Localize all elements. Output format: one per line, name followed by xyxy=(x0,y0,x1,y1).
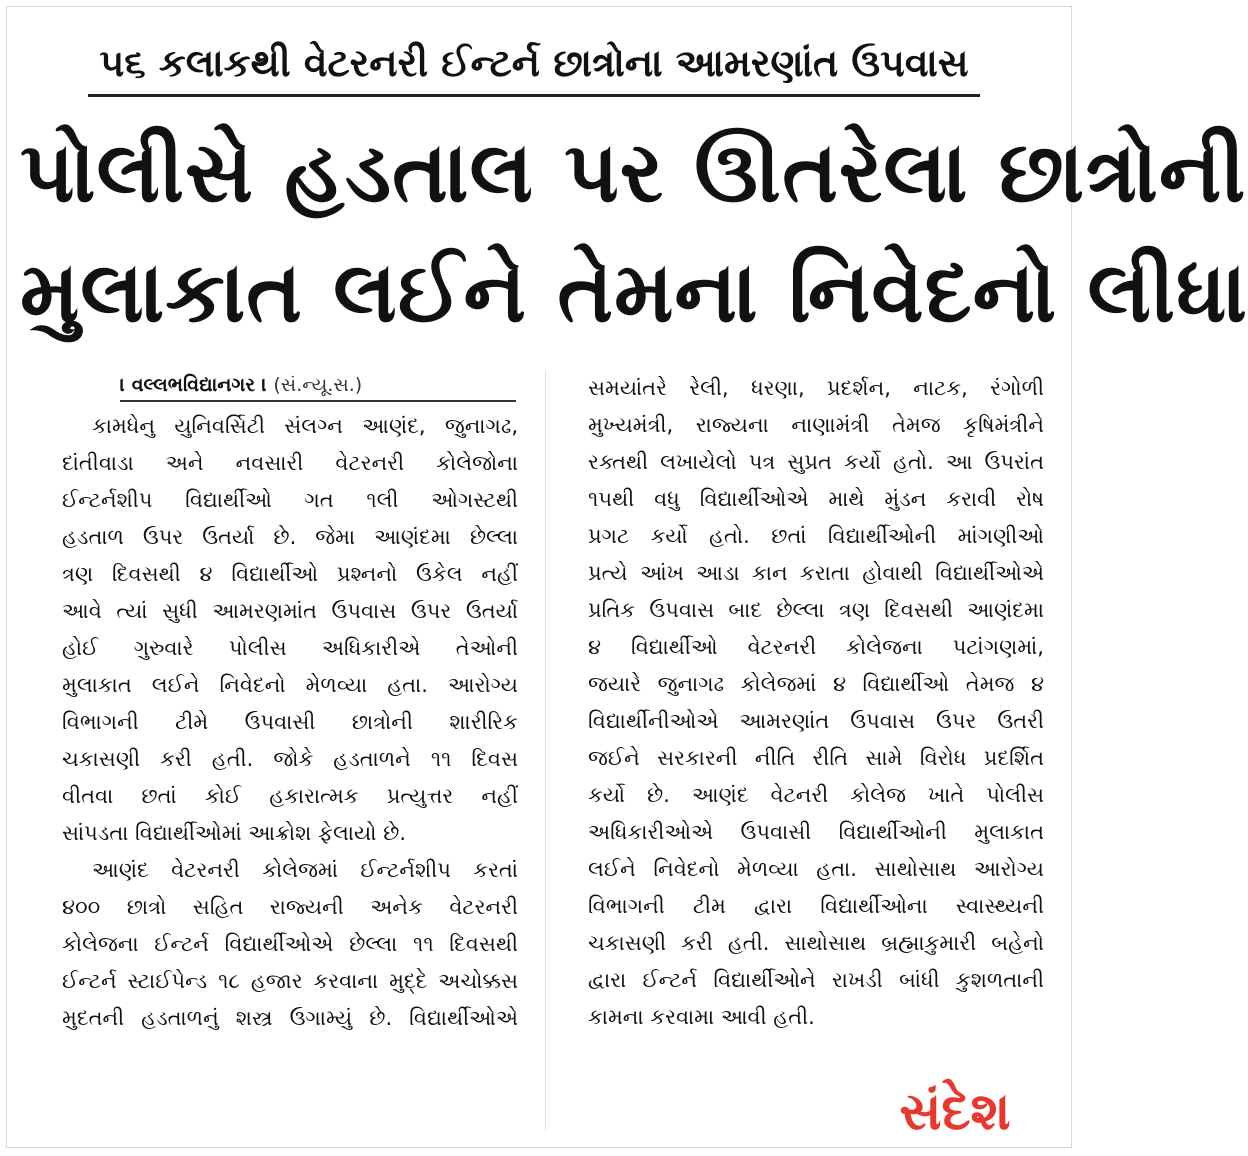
body-line: કામના કરવામા આવી હતી. xyxy=(588,1005,815,1029)
body-line: મુદતની હડતાળનું શસ્ત્ર ઉગામ્યું છે. વિદ્યાર્થીઓએ xyxy=(62,1006,518,1030)
body-line: વીતવા છતાં કોઈ હકારાત્મક પ્રત્યુત્તર નહીં xyxy=(62,784,518,808)
news-agency: (સં.ન્યૂ.સ.) xyxy=(273,374,363,396)
body-line: સમયાંતરે રેલી, ધરણા, પ્રદર્શન, નાટક, રંગોળી xyxy=(588,376,1044,400)
body-line: દાંતીવાડા અને નવસારી વેટરનરી કોલેજોના xyxy=(62,451,518,475)
body-line: કામધેનુ યુનિવર્સિટી સંલગ્ન આણંદ, જુનાગઢ, xyxy=(92,414,518,438)
body-line: વિભાગની ટીમે ઉપવાસી છાત્રોની શારીરિક xyxy=(62,710,518,734)
body-line: ૪ વિદ્યાર્થીઓ વેટરનરી કોલેજના પટાંગણમાં, xyxy=(588,635,1044,659)
body-line: અધિકારીઓએ ઉપવાસી વિદ્યાર્થીઓની મુલાકાત xyxy=(588,820,1044,844)
body-line: લઈને નિવેદનો મેળવ્યા હતા. સાથોસાથ આરોગ્ય xyxy=(588,857,1044,881)
headline-line-2: મુલાકાત લઈને તેમના નિવેદનો લીધા xyxy=(20,243,1248,341)
body-line: દ્વારા ઈન્ટર્ન વિદ્યાર્થીઓને રાખડી બાંધી કુશળતાની xyxy=(588,968,1044,992)
body-line: આણંદ વેટરનરી કોલેજમાં ઈન્ટર્નશીપ કરતાં xyxy=(92,858,518,882)
body-line: વિભાગની ટીમ દ્વારા વિદ્યાર્થીઓના સ્વાસ્થ્યની xyxy=(588,894,1044,918)
body-line: કોલેજના ઈન્ટર્ન વિદ્યાર્થીઓએ છેલ્લા ૧૧ દિવસથી xyxy=(62,932,518,956)
dateline-place: । વલ્લભવિદ્યાનગર । xyxy=(120,374,267,396)
body-line: પ્રગટ કર્યો હતો. છતાં વિદ્યાર્થીઓની માંગણીઓ xyxy=(588,524,1044,548)
column-divider xyxy=(545,370,546,1130)
article-column-left xyxy=(62,408,518,1037)
body-line: પ્રતિક ઉપવાસ બાદ છેલ્લા ત્રણ દિવસથી આણંદમા xyxy=(588,598,1044,622)
body-line: ઈન્ટર્ન સ્ટાઈપેન્ડ ૧૮ હજાર કરવાના મુદ્દે અચોક્કસ xyxy=(62,969,518,993)
body-line: સાંપડતા વિદ્યાર્થીઓમાં આક્રોશ ફેલાયો છે. xyxy=(62,821,407,845)
body-line: ઈન્ટર્નશીપ વિદ્યાર્થીઓ ગત ૧લી ઓગસ્ટથી xyxy=(62,488,518,512)
dateline xyxy=(120,370,516,402)
article-column-right xyxy=(588,370,1044,1036)
body-line: મુખ્યમંત્રી, રાજ્યના નાણામંત્રી તેમજ કૃષિમંત્રીને xyxy=(588,413,1044,437)
body-line: હડતાળ ઉપર ઉતર્યા છે. જેમા આણંદમા છેલ્લા xyxy=(62,525,518,549)
body-line: જયારે જુનાગઢ કોલેજમાં ૪ વિદ્યાર્થીઓ તેમજ ૪ xyxy=(588,672,1044,696)
body-line: જઈને સરકારની નીતિ રીતિ સામે વિરોધ પ્રદર્શિત xyxy=(588,746,1044,770)
newspaper-logo: સંદેશ xyxy=(899,1082,1011,1142)
body-line: મુલાકાત લઈને નિવેદનો મેળવ્યા હતા. આરોગ્ય xyxy=(62,673,518,697)
body-line: ત્રણ દિવસથી ૪ વિદ્યાર્થીઓ પ્રશ્નનો ઉકેલ નહીં xyxy=(62,562,518,586)
body-line: કર્યો છે. આણંદ વેટનરી કોલેજ ખાતે પોલીસ xyxy=(588,783,1044,807)
body-line: ચકાસણી કરી હતી. સાથોસાથ બ્રહ્માકુમારી બહેનો xyxy=(588,931,1044,955)
body-line: ૪૦૦ છાત્રો સહિત રાજ્યની અનેક વેટરનરી xyxy=(62,895,518,919)
body-line: આવે ત્યાં સુધી આમરણમાંત ઉપવાસ ઉપર ઉતર્યા xyxy=(62,599,518,623)
body-line: વિદ્યાર્થીનીઓએ આમરણાંત ઉપવાસ ઉપર ઉતરી xyxy=(588,709,1044,733)
article-kicker: ૫૬ કલાકથી વેટરનરી ઈન્ટર્ન છાત્રોના આમરણાંત ઉપવાસ xyxy=(88,32,980,97)
headline-line-1: પોલીસે હડતાલ પર ઊતરેલા છાત્રોની xyxy=(20,123,1247,221)
body-line: પ્રત્યે આંખ આડા કાન કરાતા હોવાથી વિદ્યાર્થીઓએ xyxy=(588,561,1044,585)
body-line: ચકાસણી કરી હતી. જોકે હડતાળને ૧૧ દિવસ xyxy=(62,747,518,771)
body-line: રક્તથી લખાયેલો પત્ર સુપ્રત કર્યો હતો. આ ઉપરાંત xyxy=(588,450,1044,474)
body-line: હોઈ ગુરુવારે પોલીસ અધિકારીએ તેઓની xyxy=(62,636,518,660)
body-line: ૧૫થી વધુ વિદ્યાર્થીઓએ માથે મુંડન કરાવી રોષ xyxy=(588,487,1044,511)
